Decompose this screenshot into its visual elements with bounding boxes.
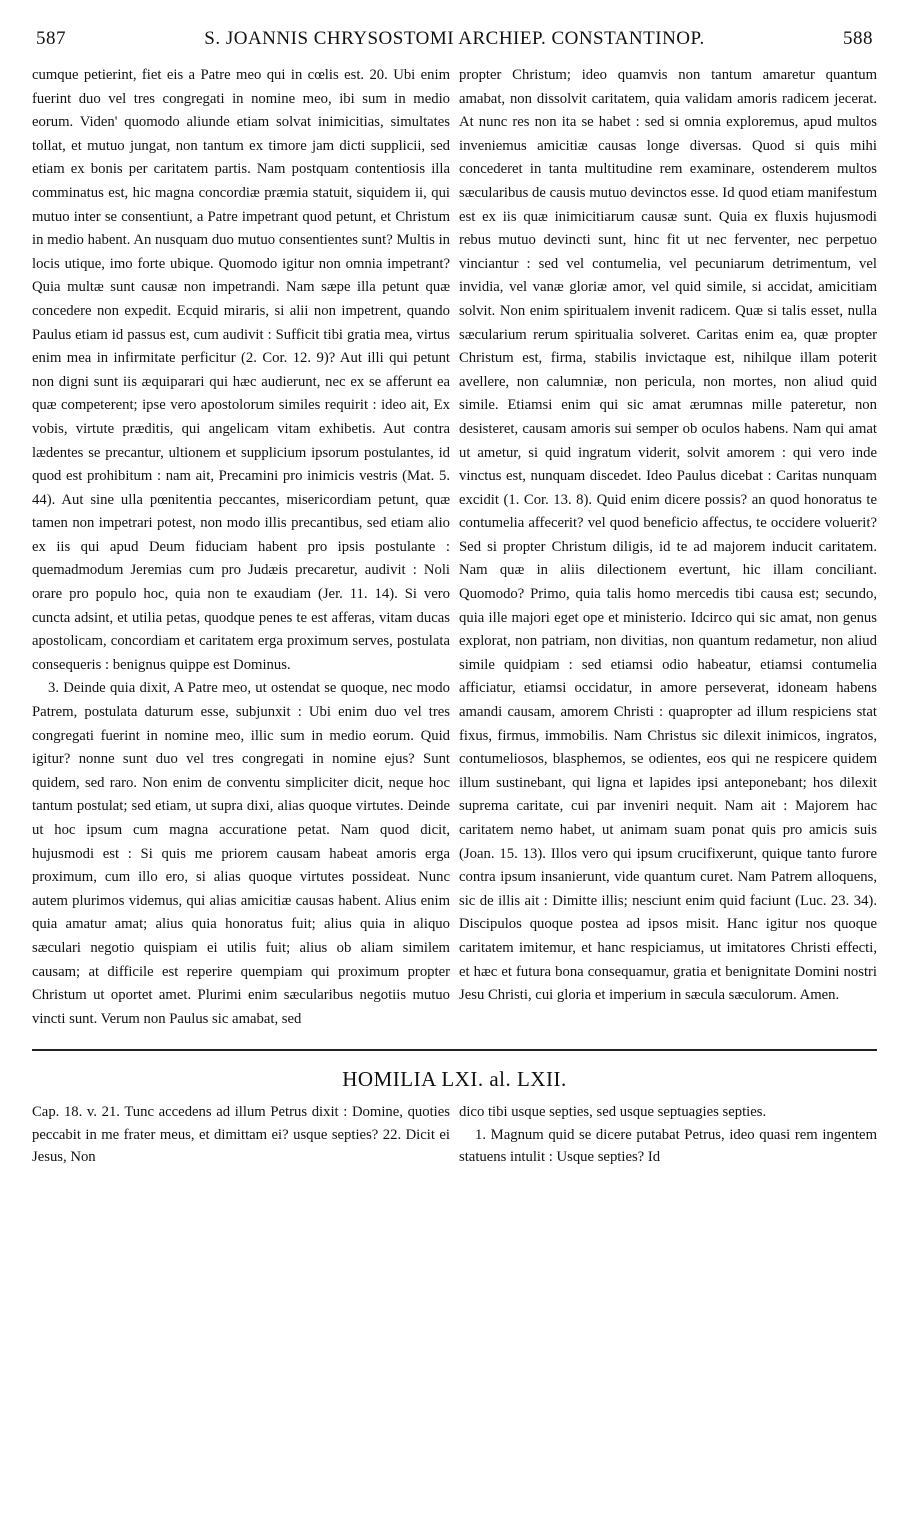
homily-heading: HOMILIA LXI. al. LXII. (342, 1067, 567, 1092)
homily-scripture-continuation: dico tibi usque septies, sed usque septuagies septies. (459, 1104, 767, 1121)
page-number-right: 588 (843, 28, 873, 49)
right-paragraph-1: propter Christum; ideo quamvis non tantum amaretur quantum amabat, non dissolvit caritatem, quia validam amoris radicem jecerat. At nunc res non ita se habet : sed si omnia exploremus, apud multos inveniemus amicitiæ causas longe diversas. Quod si quis mihi concederet in tanta multitudine rem examinare, ostenderem multos sæcularibus de causis mutuo devinctos esse. Id quod etiam manifestum est ex iis quæ inimicitiarum causæ sunt. Quia ex fluxis hujusmodi rebus mutuo devincti sunt, hinc fit ut nec ferventer, nec perpetuo vinciantur : sed vel contumelia, vel pecuniarum detrimentum, vel invidia, vel vanæ gloriæ amor, vel quid simile, si accidat, amicitiam solvit. Non enim spiritualem invenit radicem. Quæ si talis esset, nulla sæcularium rerum spiritualia solveret. Caritas enim ea, quæ propter Christum est, firma, stabilis invictaque est, nihilque illam poterit avellere, non calumniæ, non pericula, non mortes, non aliud quid simile. Etiamsi enim qui sic amat ærumnas mille pateretur, non desisteret, causam amoris sui semper ob oculos habens. Nam qui amat ut ametur, si quid ingratum viderit, solvit amorem : qui vero inde vinctus est, nunquam discedet. Ideo Paulus dicebat : Caritas nunquam excidit (1. Cor. 13. 8). Quid enim dicere possis? an quod honoratus te contumelia affecerit? vel quod beneficio affectus, te occidere voluerit? Sed si propter Christum diligis, id te ad majorem inducit caritatem. Nam quæ in aliis dilectionem evertunt, hic illam conciliant. Quomodo? Primo, quia talis homo mercedis tibi causa est; secundo, quia ille majori eget ope et ministerio. Idcirco qui sic amat, non genus explorat, non patriam, non divitias, non quantum redametur, non aliud simile quidpiam : sed etiamsi odio habeatur, etiamsi contumelia afficiatur, etiamsi occidatur, in amore perseverat, idoneam habens amandi causam, amorem Christi : quapropter ad illum respiciens stat fixus, firmus, immobilis. Nam Christus sic dilexit inimicos, ingratos, contumeliosos, blasphemos, se odientes, eos qui ne respicere quidem illum sustinebant, qui ligna et lapides ipsi anteponebant; hos dilexit suprema caritate, cui par inveniri nequit. Nam ait : Majorem hac caritatem nemo habet, ut animam suam ponat quis pro amicis suis (Joan. 15. 13). Illos vero qui ipsum crucifixerunt, quique tanto furore contra ipsum insanierunt, vide quantum curet. Nam Patrem alloquens, sic de illis ait : Dimitte illis; nesciunt enim quid faciunt (Luc. 23. 34). Discipulos quoque postea ad ipsos misit. Hanc igitur nos quoque caritatem imitemur, et hanc respiciamus, ut imitatores Christi effecti, et hæc et futura bona consequamur, gratia et benignitate Domini nostri Jesu Christi, cui gloria et imperium in sæcula sæculorum. Amen. (459, 67, 877, 1004)
right-column (459, 64, 877, 1031)
running-head (32, 28, 877, 58)
homily-left-column (32, 1101, 450, 1169)
homily-scripture-text: Cap. 18. v. 21. Tunc accedens ad illum Petrus dixit : Domine, quoties peccabit in me frater meus, et dimittam ei? usque septies? 22. Dicit ei Jesus, Non (32, 1104, 450, 1166)
left-column (32, 64, 450, 1031)
homily-paragraph-1: 1. Magnum quid se dicere putabat Petrus, ideo quasi rem ingentem statuens intulit : Usque septies? Id (459, 1126, 877, 1166)
homily-columns (32, 1101, 877, 1169)
text-columns (32, 64, 877, 1031)
left-paragraph-1: cumque petierint, fiet eis a Patre meo qui in cœlis est. 20. Ubi enim fuerint duo vel tres congregati in nomine meo, ibi sum in medio eorum. Viden' quomodo aliunde etiam solvat inimicitias, simultates tollat, et mutuo jungat, non tantum ex timore jam dicti supplicii, sed etiam ex bonis per caritatem partis. Nam postquam contentiosis illa comminatus est, hic magna concordiæ præmia statuit, siquidem ii, qui mutuo inter se consentiunt, a Patre impetrant quod petunt, et Christum in medio habent. An nusquam duo mutuo consentientes sunt? Multis in locis utique, imo forte ubique. Quomodo igitur non omnia impetrant? Quia multæ sunt causæ non impetrandi. Nam sæpe illa petunt quæ concedere non expedit. Ecquid miraris, si alii non impetrent, quando Paulus etiam id passus est, cum audivit : Sufficit tibi gratia mea, virtus enim mea in infirmitate perficitur (2. Cor. 12. 9)? Aut illi qui petunt non digni sunt iis æquiparari qui hæc audierunt, nec ex se afferunt ea quæ competerent; ipse vero apostolorum similes requirit : ideo ait, Ex vobis, virtute præditis, qui angelicam vitam exhibetis. Aut contra lædentes se precantur, ultionem et supplicium ipsorum postulantes, id quod est prohibitum : nam ait, Precamini pro inimicis vestris (Mat. 5. 44). Aut sine ulla pœnitentia peccantes, misericordiam petunt, quæ tamen non impetrari potest, non modo illis precantibus, sed etiam alio ex iis qui apud Deum fiduciam habent pro ipsis postulante : quemadmodum Jeremias cum pro Judæis precaretur, audivit : Noli orare pro populo hoc, quia non te exaudiam (Jer. 11. 14). Si vero cuncta adsint, et utilia petas, quodque penes te est afferas, vitam ducas apostolicam, concordiam et caritatem erga proximum serves, postulata consequeris : benignus quippe est Dominus. (32, 67, 450, 673)
homily-right-column (459, 1101, 877, 1169)
left-paragraph-2: 3. Deinde quia dixit, A Patre meo, ut ostendat se quoque, nec modo Patrem, postulata daturum esse, subjunxit : Ubi enim duo vel tres congregati fuerint in nomine meo, illic sum in medio eorum. Quid igitur? nonne sunt duo vel tres congregati in nomine ejus? Sunt quidem, sed raro. Non enim de conventu simpliciter dicit, neque hoc tantum postulat; sed etiam, ut supra dixi, alias quoque virtutes. Deinde ut hoc ipsum cum magna accuratione petat. Nam quod dicit, hujusmodi est : Si quis me priorem causam habeat amoris erga proximum, cum illo ero, si alias quoque virtutes possideat. Nunc autem plurimos videmus, qui alias amicitiæ causas habent. Alius enim quia amatur amat; alius quia honoratus fuit; alius quia in aliquo sæculari negotio quispiam ei utilis fuit; alius ob aliam similem causam; at difficile est reperire quempiam qui proximum propter Christum ut oportet amet. Plurimi enim sæcularibus negotiis mutuo vincti sunt. Verum non Paulus sic amabat, sed (32, 680, 450, 1027)
running-title: S. JOANNIS CHRYSOSTOMI ARCHIEP. CONSTANTINOP. (204, 28, 705, 49)
section-divider (32, 1049, 877, 1051)
page-number-left: 587 (36, 28, 66, 49)
